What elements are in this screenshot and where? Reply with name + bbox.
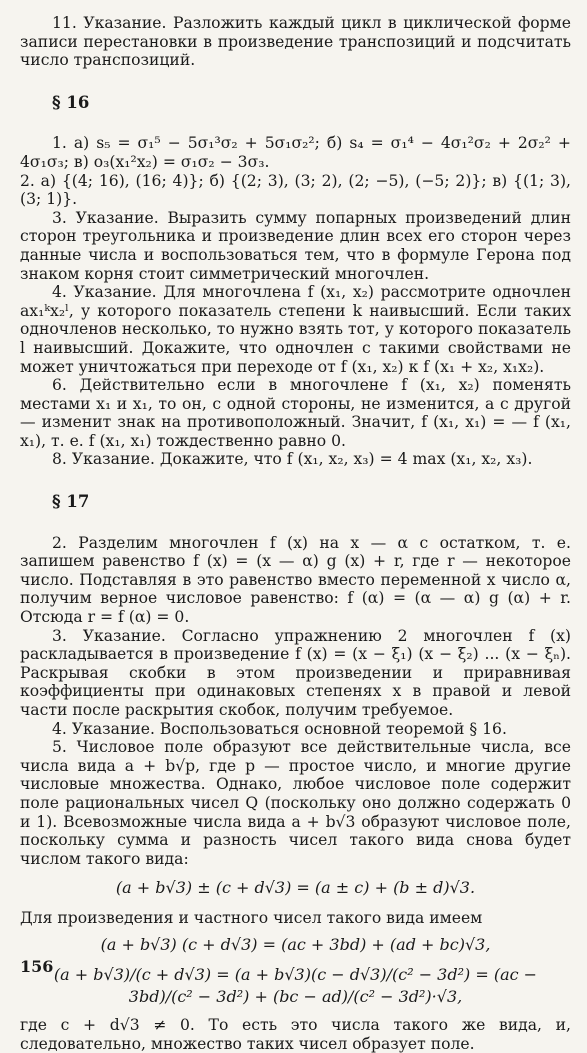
answer-16-2: 2. а) {(4; 16), (16; 4)}; б) {(2; 3), (3; 2), (2; −5), (−5; 2)}; в) {(1; 3), (3; 1)}. (20, 171, 571, 209)
answer-17-5-product-intro: Для произведения и частного чисел такого вида имеем (20, 909, 483, 928)
answer-16-4: 4. Указание. Для многочлена f (x₁, x₂) рассмотрите одночлен ax₁ᵏx₂ˡ, у которого показатель степени k наивысший. Если таких одночленов несколько, то нужно взять тот, у которого показатель l наивысший. Докажите, что одночлен с такими свойствами не может уничтожаться при переходе от f (x₁, x₂) к f (x₁ + x₂, x₁x₂). (20, 283, 571, 376)
answer-17-4: 4. Указание. Воспользоваться основной теоремой § 16. (52, 719, 507, 738)
answer-17-3: 3. Указание. Согласно упражнению 2 многочлен f (x) раскладывается в произведение f (x) = (x − ξ₁) (x − ξ₂) ... (x − ξₙ). Раскрывая скобки в этом произведении и приравнивая коэффициенты при одинаковых степенях x в правой и левой части после раскрытия скобок, получим требуемое. (20, 626, 571, 719)
answer-16-8: 8. Указание. Докажите, что f (x₁, x₂, x₃) = 4 max (x₁, x₂, x₃). (52, 450, 533, 469)
answer-16-3: 3. Указание. Выразить сумму попарных произведений длин сторон треугольника и произведение длин всех его сторон через данные числа и воспользоваться тем, что в формуле Герона под знаком корня стоит симметрический многочлен. (20, 208, 571, 283)
answer-16-6: 6. Действительно если в многочлене f (x₁, x₂) поменять местами x₁ и x₁, то он, с одной стороны, не изменится, а с другой — изменит знак на противоположный. Значит, f (x₁, x₁) = — f (x₁, x₁), т. е. f (x₁, x₁) тождественно равно 0. (20, 376, 571, 450)
formula-product: (a + b√3) (c + d√3) = (ac + 3bd) + (ad + bc)√3, (100, 934, 491, 954)
page-number: 156 (20, 957, 54, 976)
answer-17-5-conclusion: где c + d√3 ≠ 0. То есть это числа такого же вида, и, следовательно, множество таких чисел образует поле. (20, 1015, 571, 1053)
formula-quotient: (a + b√3)/(c + d√3) = (a + b√3)(c − d√3)/(c² − 3d²) = (ac − 3bd)/(c² − 3d²) + (bc − ad)/(c² − 3d²)·√3, (53, 964, 538, 1006)
answer-17-5: 5. Числовое поле образуют все действительные числа, все числа вида a + b√p, где p — простое число, и многие другие числовые множества. Однако, любое числовое поле содержит поле рациональных чисел Q (поскольку оно должно содержать 0 и 1). Всевозможные числа вида a + b√3 образуют числовое поле, поскольку сумма и разность чисел такого вида снова будет числом такого вида: (20, 738, 571, 868)
answer-17-2: 2. Разделим многочлен f (x) на x — α с остатком, т. е. запишем равенство f (x) = (x — α) g (x) + r, где r — некоторое число. Подставляя в это равенство вместо переменной x число α, получим верное числовое равенство: f (α) = (α — α) g (α) + r. Отсюда r = f (α) = 0. (20, 533, 571, 627)
section-heading-17: § 17 (52, 492, 90, 512)
formula-sum: (a + b√3) ± (c + d√3) = (a ± c) + (b ± d)√3. (115, 878, 476, 898)
answer-16-1: 1. а) s₅ = σ₁⁵ − 5σ₁³σ₂ + 5σ₁σ₂²; б) s₄ = σ₁⁴ − 4σ₁²σ₂ + 2σ₂² + 4σ₁σ₃; в) o₃(x₁²x₂) = σ₁σ₂ − 3σ₃. (20, 134, 571, 171)
answer-11: 11. Указание. Разложить каждый цикл в циклической форме записи перестановки в произведение транспозиций и подсчитать число транспозиций. (20, 14, 571, 70)
section-heading-16: § 16 (52, 92, 90, 112)
